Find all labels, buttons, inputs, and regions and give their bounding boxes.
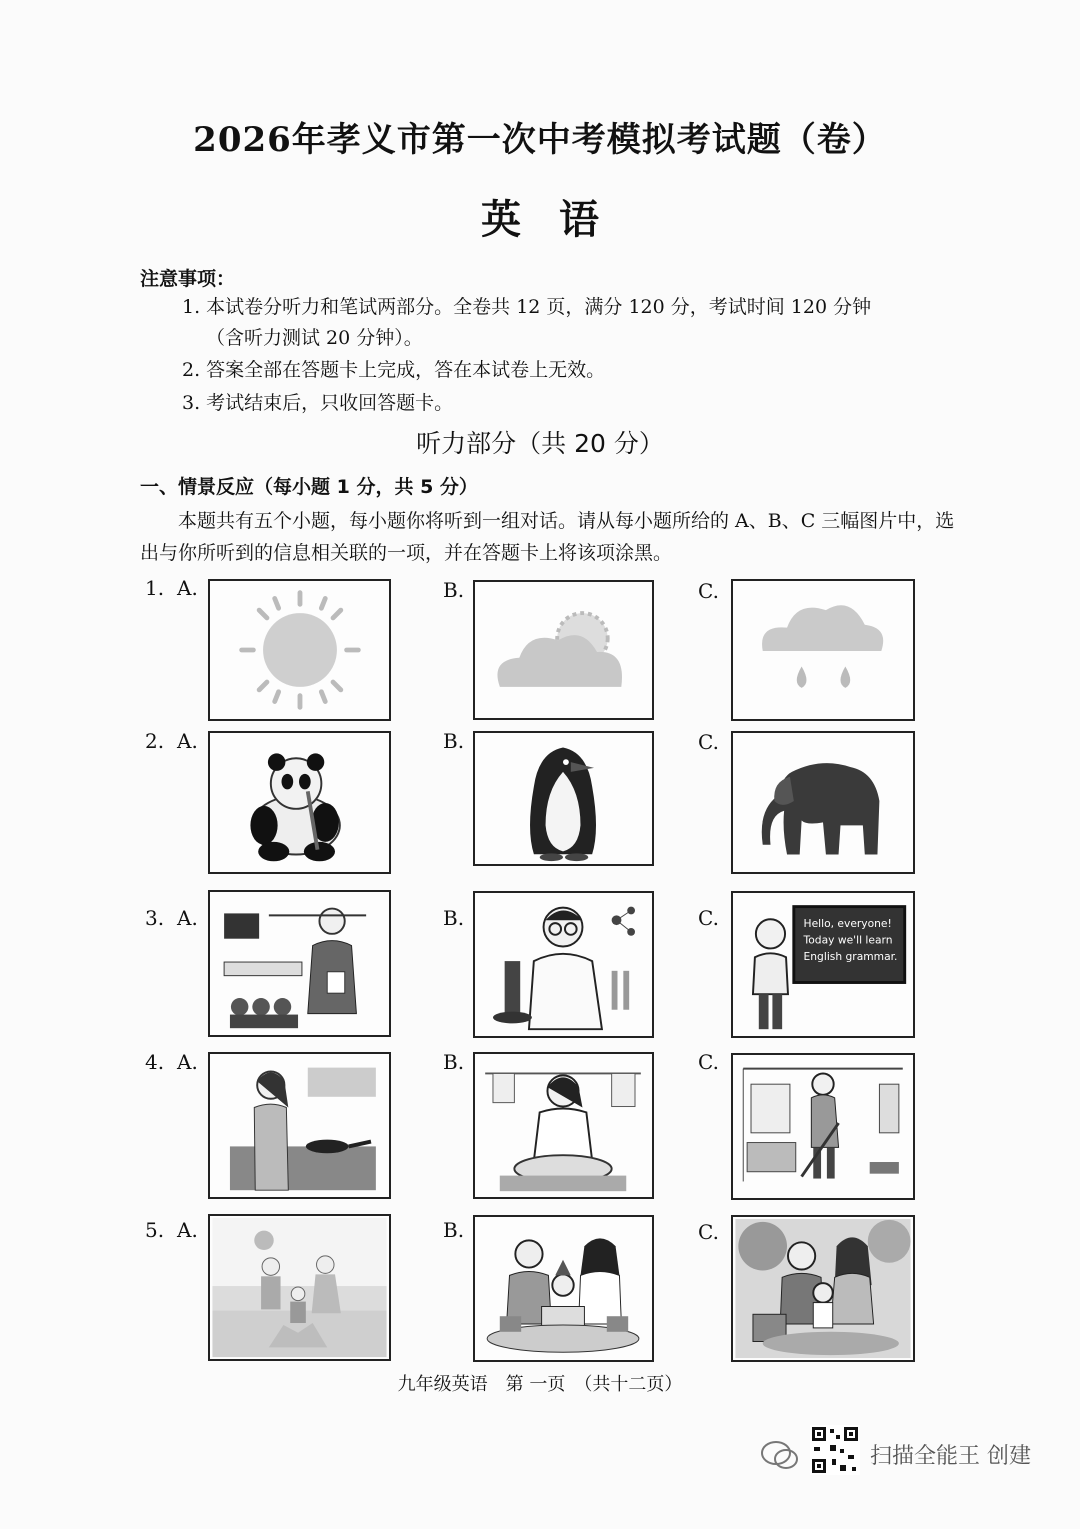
option-label: B. (443, 729, 465, 753)
rain-cloud-icon (731, 579, 915, 721)
option-label: C. (698, 906, 719, 930)
beach-family-illustration (208, 1214, 391, 1361)
option-label: C. (698, 1220, 719, 1244)
birthday-family-illustration (473, 1215, 654, 1362)
section-title: 听力部分（共 20 分） (416, 429, 664, 458)
panda-illustration (208, 731, 391, 874)
option-label: C. (698, 1050, 719, 1074)
subject-title: 英语 (481, 196, 637, 243)
option-label: A. (177, 729, 198, 753)
blackboard-line: Hello, everyone! (803, 917, 892, 931)
question-number: 3. (145, 906, 165, 930)
option-label: A. (177, 576, 198, 600)
qr-code-icon (810, 1425, 860, 1475)
teacher-illustration (731, 891, 915, 1038)
sun-icon (208, 579, 391, 721)
question-number: 4. (145, 1050, 165, 1074)
cloud-sun-icon (473, 580, 654, 720)
picnic-family-illustration (731, 1215, 915, 1362)
option-label: A. (177, 1218, 198, 1242)
watermark (760, 1425, 1060, 1495)
option-label: B. (443, 1050, 465, 1074)
reporter-illustration (208, 890, 391, 1037)
washing-clothes-illustration (473, 1052, 654, 1199)
option-label: C. (698, 730, 719, 754)
note-item: 1. 本试卷分听力和笔试两部分。全卷共 12 页，满分 120 分，考试时间 120 分钟 (182, 296, 872, 318)
option-label: A. (177, 1050, 198, 1074)
option-label: A. (177, 906, 198, 930)
blackboard-line: English grammar. (803, 950, 898, 964)
part-heading: 一、情景反应（每小题 1 分，共 5 分） (140, 476, 478, 498)
option-label: C. (698, 579, 719, 603)
option-label: B. (443, 906, 465, 930)
option-label: B. (443, 1218, 465, 1242)
penguin-illustration (473, 731, 654, 866)
question-number: 5. (145, 1218, 165, 1242)
option-label: B. (443, 578, 465, 602)
cleaning-room-illustration (731, 1053, 915, 1200)
notes-heading: 注意事项： (140, 268, 236, 290)
question-number: 1. (145, 576, 165, 600)
page-footer: 九年级英语 第 一页 （共十二页） (397, 1374, 683, 1395)
blackboard-line: Today we'll learn (803, 933, 893, 947)
watermark-text: 扫描全能王 创建 (870, 1444, 1031, 1469)
chat-app-icon (760, 1437, 800, 1473)
question-number: 2. (145, 729, 165, 753)
scientist-illustration (473, 891, 654, 1038)
cooking-illustration (208, 1052, 391, 1199)
part-instructions: 本题共有五个小题，每小题你将听到一组对话。请从每小题所给的 A、B、C 三幅图片中，选出与你所听到的信息相关联的一项，并在答题卡上将该项涂黑。 (140, 510, 955, 564)
note-item: 2. 答案全部在答题卡上完成，答在本试卷上无效。 (182, 359, 606, 381)
exam-title: 2026年孝义市第一次中考模拟考试题（卷） (193, 120, 887, 160)
note-item: （含听力测试 20 分钟）。 (206, 327, 423, 349)
note-item: 3. 考试结束后，只收回答题卡。 (182, 392, 454, 414)
elephant-illustration (731, 731, 915, 874)
